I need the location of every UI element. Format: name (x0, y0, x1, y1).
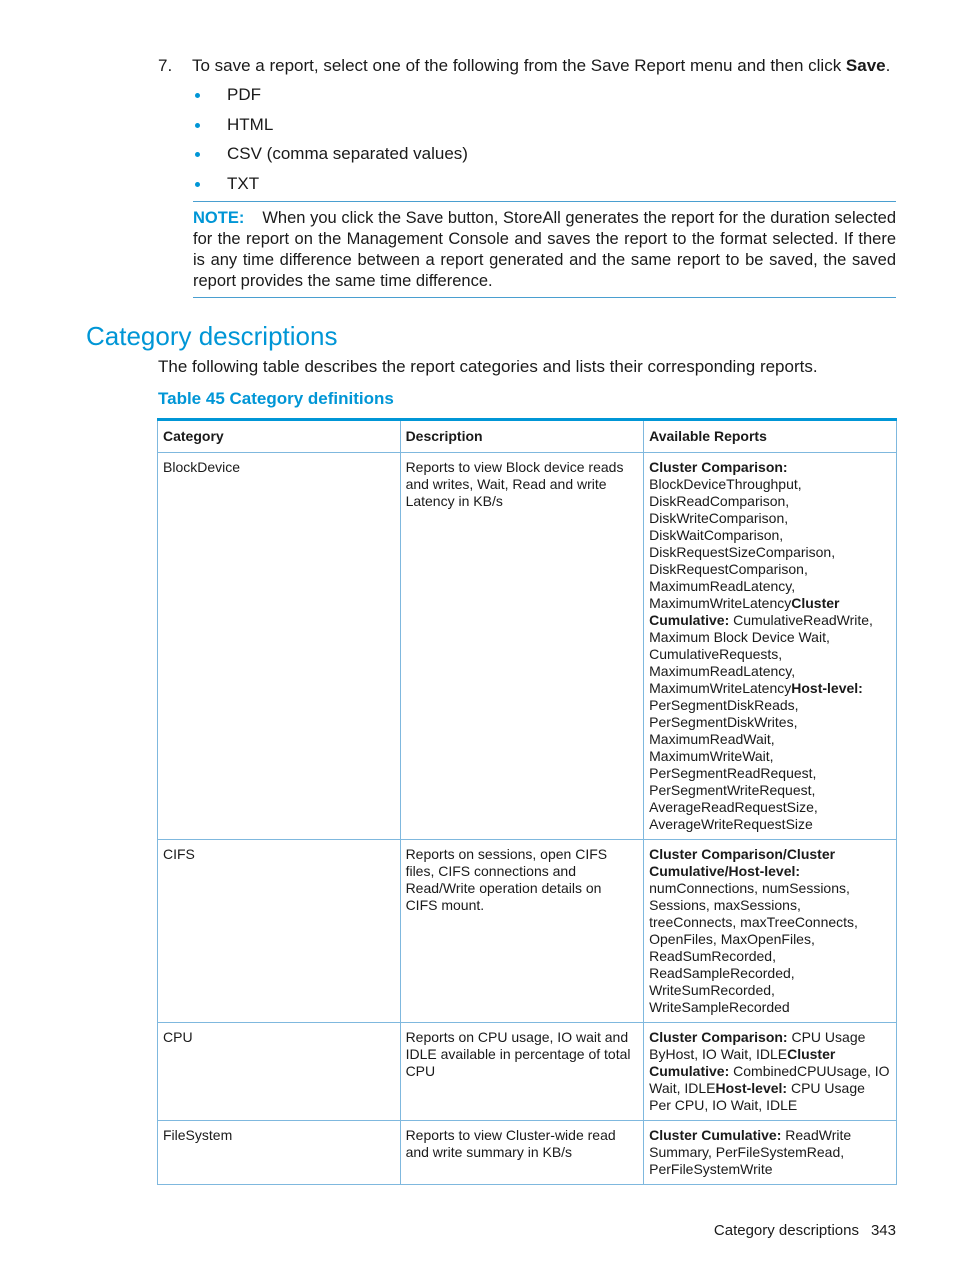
note-text: When you click the Save button, StoreAll generates the report for the duration selected for the report on the Management Console and saves the report to the format selected. If there is any time difference between a report generated and the same report to be saved, the saved report provides the same time difference. (193, 209, 896, 290)
page-number: 343 (870, 1222, 896, 1239)
bullet-icon (195, 152, 200, 157)
list-item-label: TXT (227, 173, 260, 193)
report-group-label: Cluster Comparison: (649, 1029, 788, 1045)
header-category: Category (158, 420, 401, 453)
cell-available-reports (644, 453, 897, 840)
format-list (193, 84, 468, 202)
intro-paragraph: The following table describes the report categories and lists their corresponding reports. (158, 357, 818, 376)
report-list: CPU Usage Per CPU, IO Wait, IDLE (649, 1080, 865, 1113)
report-group-label: Cluster Cumulative: (649, 595, 840, 628)
step-text: To save a report, select one of the following from the Save Report menu and then click (192, 56, 846, 75)
report-group-label: Cluster Cumulative: (649, 1046, 836, 1079)
bullet-icon (195, 182, 200, 187)
list-item (193, 173, 468, 203)
list-item (193, 143, 468, 173)
table-row (158, 840, 897, 1023)
report-list: numConnections, numSessions, Sessions, maxSessions, treeConnects, maxTreeConnects, OpenFiles, MaxOpenFiles, ReadSumRecorded, ReadSampleRecorded, WriteSumRecorded, WriteSampleRecorded (649, 880, 858, 1015)
cell-category: CIFS (158, 840, 401, 1023)
report-group-label: Host-level: (791, 680, 863, 696)
note-box (193, 201, 896, 298)
bullet-icon (195, 93, 200, 98)
report-list: BlockDeviceThroughput, DiskReadComparison, DiskWriteComparison, DiskWaitComparison, DiskRequestSizeComparison, DiskRequestComparison, MaximumReadLatency, MaximumWriteLatency (649, 476, 836, 611)
list-item-label: HTML (227, 114, 274, 134)
list-item (193, 114, 468, 144)
list-item-label: PDF (227, 85, 261, 104)
section-title: Category descriptions (86, 321, 338, 351)
report-list: CPU Usage ByHost, IO Wait, IDLE (649, 1029, 866, 1062)
cell-description: Reports on sessions, open CIFS files, CIFS connections and Read/Write operation details on CIFS mount. (400, 840, 644, 1023)
cell-description: Reports to view Block device reads and writes, Wait, Read and write Latency in KB/s (400, 453, 644, 840)
table-header-row (158, 420, 897, 453)
header-description: Description (400, 420, 644, 453)
category-table (157, 418, 897, 1185)
cell-description: Reports to view Cluster-wide read and write summary in KB/s (400, 1121, 644, 1185)
header-available-reports: Available Reports (644, 420, 897, 453)
cell-category: BlockDevice (158, 453, 401, 840)
cell-available-reports (644, 840, 897, 1023)
table-row (158, 1121, 897, 1185)
page-footer (714, 1221, 896, 1241)
report-list: ReadWrite Summary, PerFileSystemRead, PerFileSystemWrite (649, 1127, 852, 1177)
cell-description: Reports on CPU usage, IO wait and IDLE available in percentage of total CPU (400, 1023, 644, 1121)
cell-category: CPU (158, 1023, 401, 1121)
report-group-label: Cluster Comparison: (649, 459, 788, 475)
step-text-end: . (885, 56, 891, 75)
table-row (158, 453, 897, 840)
footer-section: Category descriptions (713, 1222, 859, 1239)
cell-available-reports (644, 1023, 897, 1121)
table-caption: Table 45 Category definitions (158, 389, 394, 408)
cell-category: FileSystem (158, 1121, 401, 1185)
step-number: 7. (158, 56, 173, 75)
list-item-label: CSV (comma separated values) (227, 144, 468, 163)
report-list: CombinedCPUUsage, IO Wait, IDLE (649, 1063, 890, 1096)
step-7 (158, 55, 898, 77)
report-list: CumulativeReadWrite, Maximum Block Device Wait, CumulativeRequests, MaximumReadLatency, MaximumWriteLatency (649, 612, 873, 696)
bullet-icon (195, 123, 200, 128)
table-row (158, 1023, 897, 1121)
list-item (193, 84, 468, 114)
report-group-label: Cluster Comparison/Cluster Cumulative/Host-level: (649, 846, 836, 879)
note-label: NOTE: (193, 209, 245, 227)
cell-available-reports (644, 1121, 897, 1185)
report-group-label: Host-level: (715, 1080, 788, 1096)
report-list: PerSegmentDiskReads, PerSegmentDiskWrites, MaximumReadWait, MaximumWriteWait, PerSegmentReadRequest, PerSegmentWriteRequest, AverageReadRequestSize, AverageWriteRequestSize (649, 697, 818, 832)
step-bold-save: Save (845, 56, 886, 75)
report-group-label: Cluster Cumulative: (649, 1127, 782, 1143)
